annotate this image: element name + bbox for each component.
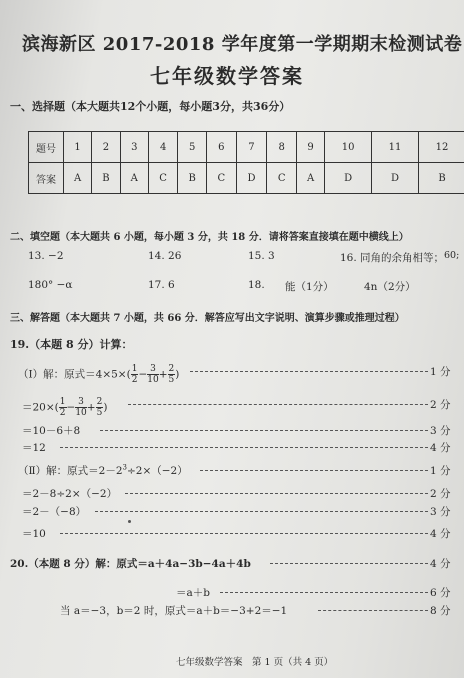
page-footer: 七年级数学答案 第 1 页（共 4 页） [176,657,334,668]
answer-cell: A [120,163,148,194]
q19-part2-line2: ＝2－8÷2×（−2） [22,488,118,500]
score: 4 分 [430,558,451,570]
section2-heading: 二、填空题（本大题共 6 小题，每小题 3 分，共 18 分．请将答案直接填在题中横线上） [10,232,409,243]
fraction: $\frac{3}{10}$ [75,397,87,418]
score: 8 分 [430,605,451,617]
answer-cell: C [206,163,236,194]
score-leader [100,430,428,431]
table-row-answers [29,163,464,194]
question-number: 11 [372,132,419,163]
score-leader [60,533,428,534]
q20-line2: ＝a＋b [176,587,210,599]
answer-cell: A [64,163,92,194]
question-number: 8 [267,132,297,163]
answer-cell: D [325,163,372,194]
score-leader [318,610,428,611]
score-leader [190,371,428,372]
fill-overflow: 60; [444,250,460,261]
q19-part1-line3: ＝10－6＋8 [22,425,81,437]
score: 4 分 [430,442,451,454]
question-number: 5 [178,132,207,163]
score: 1 分 [430,465,451,477]
table-row-numbers [29,132,464,163]
answer-cell: C [267,163,297,194]
answer-cell: D [372,163,419,194]
fraction: $\frac{2}{5}$ [96,397,103,418]
score-leader [200,470,428,471]
score: 1 分 [430,366,451,378]
fill-answer-17: 17. 6 [148,279,175,291]
score: 4 分 [430,528,451,540]
exam-title: 滨海新区 2017-2018 学年度第一学期期末检测试卷 [22,34,463,55]
answer-cell: A [297,163,325,194]
q19-part1-line1: （Ⅰ）解：原式＝4×5×( $\frac{1}{2}$ − $\frac{3}{10}$ + $\frac{2}{5}$ ) [18,364,180,385]
question-number: 2 [92,132,121,163]
answer-cell: B [178,163,207,194]
q20-title: 20.（本题 8 分）解：原式＝a＋4a−3b−4a＋4b [10,558,251,570]
row-label: 答案 [29,163,64,194]
score: 3 分 [430,425,451,437]
fill-answer-16-part2: 180° −α [28,279,73,291]
fill-answer-18-label: 18. [248,279,265,291]
score-leader [125,493,428,494]
q19-part1-label: （Ⅰ）解：原式＝4×5×( [18,368,131,381]
q19-part2-line1: （Ⅱ）解：原式$=2-2^3\div 2\times(-2)$ [18,463,188,477]
q19-title: 19.（本题 8 分）计算： [10,338,133,351]
answer-cell: D [236,163,267,194]
score-leader [95,511,428,512]
score: 3 分 [430,506,451,518]
score-leader [128,404,428,405]
q19-part2-line3: ＝2－（−8） [22,506,87,518]
fill-answer-16: 16. 同角的余角相等； [340,252,445,264]
q20-line3: 当 a＝−3，b＝2 时，原式＝a＋b＝−3+2＝−1 [60,605,288,617]
fraction: $\frac{2}{5}$ [168,364,175,385]
question-number: 9 [297,132,325,163]
fill-answer-14: 14. 26 [148,250,182,262]
answer-cell: B [92,163,121,194]
section3-heading: 三、解答题（本大题共 7 小题，共 66 分．解答应写出文字说明、演算步骤或推理过程） [10,313,405,324]
score: 2 分 [430,399,451,411]
answer-cell: B [419,163,464,194]
score: 2 分 [430,488,451,500]
q19-part1-line4: ＝12 [22,442,46,454]
question-number: 12 [419,132,464,163]
row-label: 题号 [29,132,64,163]
answer-title: 七年级数学答案 [150,64,304,88]
question-number: 6 [206,132,236,163]
fill-answer-15: 15. 3 [248,250,275,262]
score: 6 分 [430,587,451,599]
ink-speck [128,520,131,523]
answer-cell: C [148,163,178,194]
fraction: $\frac{1}{2}$ [131,364,138,385]
fill-answer-18a: 能（1分） [285,281,334,293]
fill-answer-18b: 4n（2分） [364,281,416,293]
question-number: 7 [236,132,267,163]
section1-heading: 一、选择题（本大题共12个小题，每小题3分，共36分） [10,100,291,113]
question-number: 3 [120,132,148,163]
question-number: 1 [64,132,92,163]
q19-part1-line2: ＝20×( $\frac{1}{2}$ − $\frac{3}{10}$ + $\frac{2}{5}$ ) [22,397,108,418]
score-leader [220,592,428,593]
fill-answer-13: 13. −2 [28,250,64,262]
score-leader [270,563,428,564]
question-number: 10 [325,132,372,163]
answer-table [28,131,464,194]
fraction: $\frac{3}{10}$ [147,364,159,385]
score-leader [60,447,428,448]
q19-part2-line4: ＝10 [22,528,46,540]
fraction: $\frac{1}{2}$ [59,397,66,418]
question-number: 4 [148,132,178,163]
